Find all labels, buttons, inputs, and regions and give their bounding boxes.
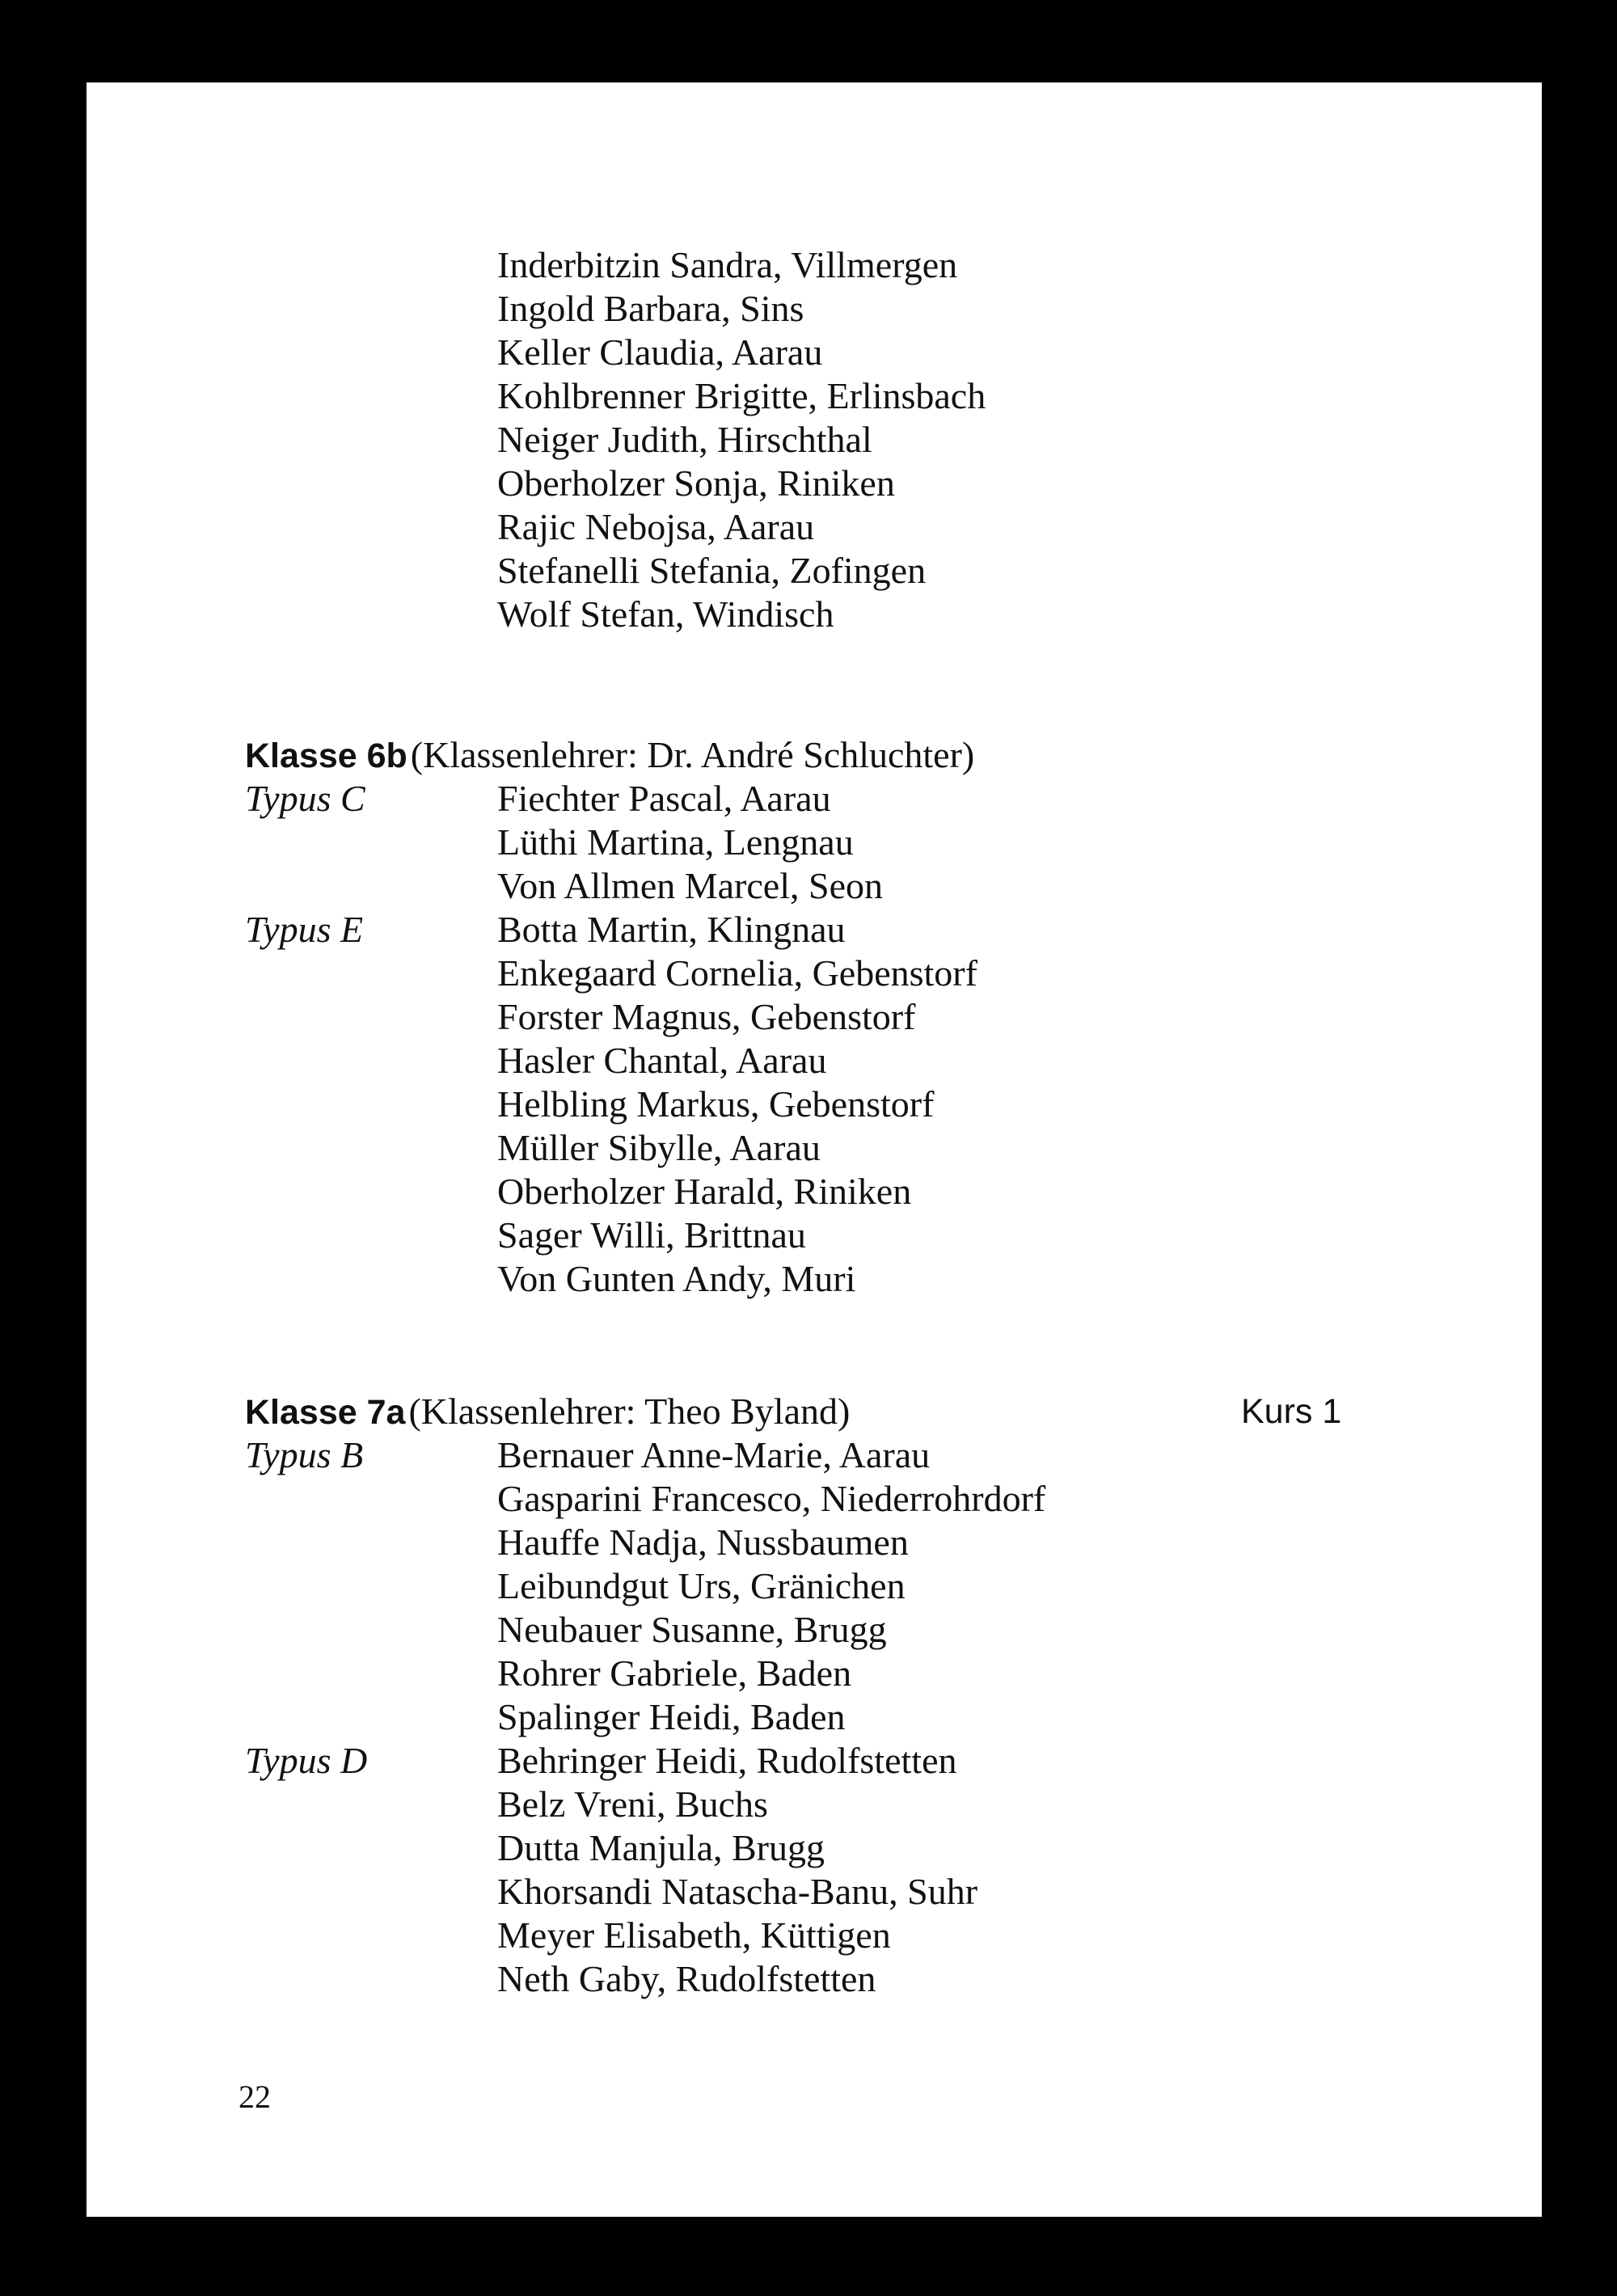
list-item: Stefanelli Stefania, Zofingen xyxy=(497,550,927,591)
class-7a-typus-d-label: Typus D xyxy=(245,1740,368,1781)
list-item: Wolf Stefan, Windisch xyxy=(497,593,834,635)
class-6b-typus-c-list xyxy=(497,777,883,908)
list-item: Müller Sibylle, Aarau xyxy=(497,1127,821,1168)
list-item: Hauffe Nadja, Nussbaumen xyxy=(497,1522,909,1563)
list-item: Behringer Heidi, Rudolfstetten xyxy=(497,1740,957,1781)
list-item: Leibundgut Urs, Gränichen xyxy=(497,1565,906,1606)
list-item: Keller Claudia, Aarau xyxy=(497,331,823,373)
list-item: Enkegaard Cornelia, Gebenstorf xyxy=(497,952,977,994)
list-item: Rajic Nebojsa, Aarau xyxy=(497,506,815,547)
list-item: Kohlbrenner Brigitte, Erlinsbach xyxy=(497,375,986,416)
list-item: Gasparini Francesco, Niederrohrdorf xyxy=(497,1478,1046,1519)
class-7a-teacher: (Klassenlehrer: Theo Byland) xyxy=(408,1391,851,1432)
class-6b-typus-e-label: Typus E xyxy=(245,909,364,950)
list-item: Meyer Elisabeth, Küttigen xyxy=(497,1914,891,1956)
list-item: Belz Vreni, Buchs xyxy=(497,1783,768,1825)
list-item: Hasler Chantal, Aarau xyxy=(497,1040,827,1081)
list-item: Lüthi Martina, Lengnau xyxy=(497,821,854,863)
list-item: Neubauer Susanne, Brugg xyxy=(497,1609,887,1650)
list-item: Sager Willi, Brittnau xyxy=(497,1214,806,1256)
list-item: Dutta Manjula, Brugg xyxy=(497,1827,825,1868)
list-item: Neth Gaby, Rudolfstetten xyxy=(497,1958,876,1999)
class-6b-title: Klasse 6b xyxy=(245,736,407,775)
list-item: Von Allmen Marcel, Seon xyxy=(497,865,883,906)
list-item: Inderbitzin Sandra, Villmergen xyxy=(497,244,958,285)
list-item: Neiger Judith, Hirschthal xyxy=(497,419,872,460)
list-item: Rohrer Gabriele, Baden xyxy=(497,1652,852,1694)
class-7a-typus-d-list xyxy=(497,1739,977,2001)
list-item: Forster Magnus, Gebenstorf xyxy=(497,996,916,1037)
document-page xyxy=(87,82,1542,2217)
list-item: Oberholzer Harald, Riniken xyxy=(497,1171,912,1212)
list-item: Ingold Barbara, Sins xyxy=(497,288,804,329)
student-list-continued xyxy=(497,243,986,636)
class-7a-title: Klasse 7a xyxy=(245,1393,406,1432)
class-7a-typus-b-label: Typus B xyxy=(245,1434,364,1475)
list-item: Khorsandi Natascha-Banu, Suhr xyxy=(497,1871,978,1912)
list-item: Von Gunten Andy, Muri xyxy=(497,1258,856,1299)
list-item: Botta Martin, Klingnau xyxy=(497,909,846,950)
class-7a-typus-b-list xyxy=(497,1433,1045,1739)
class-6b-typus-c-label: Typus C xyxy=(245,778,365,819)
class-6b-teacher: (Klassenlehrer: Dr. André Schluchter) xyxy=(410,734,975,775)
list-item: Spalinger Heidi, Baden xyxy=(497,1696,846,1737)
list-item: Oberholzer Sonja, Riniken xyxy=(497,462,895,504)
page-number: 22 xyxy=(239,2079,271,2115)
list-item: Helbling Markus, Gebenstorf xyxy=(497,1083,935,1125)
class-7a-kurs: Kurs 1 xyxy=(1241,1392,1342,1431)
class-6b-typus-e-list xyxy=(497,908,977,1301)
list-item: Bernauer Anne-Marie, Aarau xyxy=(497,1434,931,1475)
list-item: Fiechter Pascal, Aarau xyxy=(497,778,831,819)
